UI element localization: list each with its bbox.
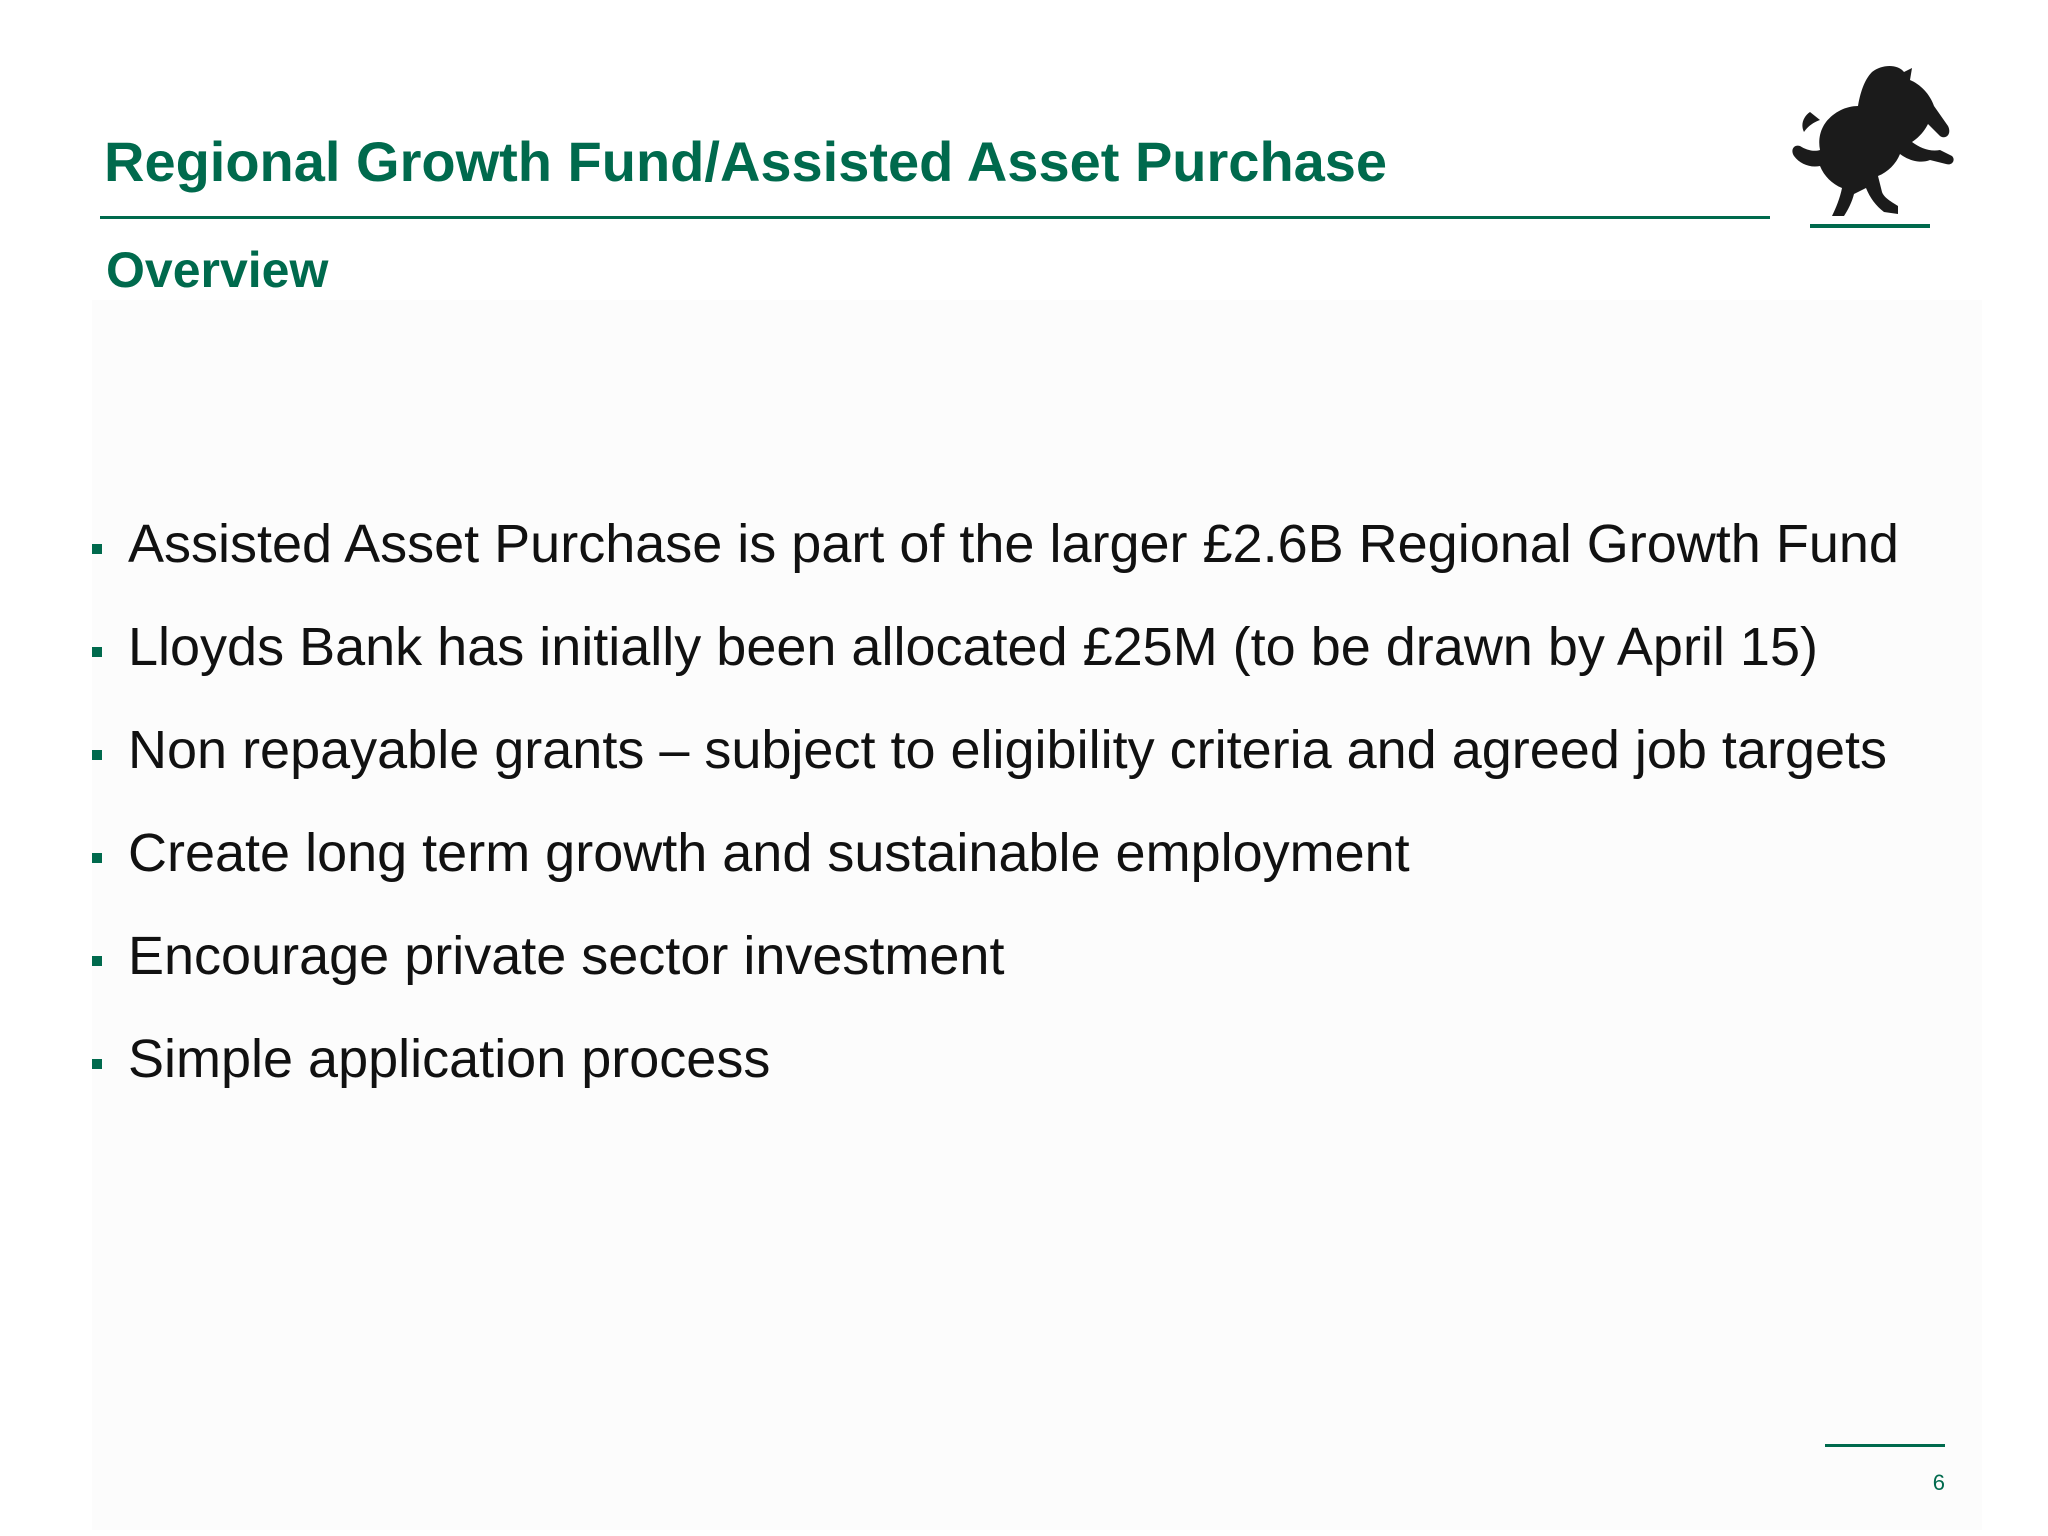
page-number: 6 [1932, 1470, 1945, 1495]
bullet-item [90, 821, 1899, 924]
slide-title: Regional Growth Fund/Assisted Asset Purchase [104, 130, 1388, 193]
black-horse-logo-icon [1780, 60, 1960, 230]
bullet-text: Simple application process [128, 1029, 771, 1089]
bullet-square-icon [92, 1059, 102, 1069]
bullet-square-icon [92, 956, 102, 966]
bullet-text: Encourage private sector investment [128, 926, 1005, 986]
bullet-square-icon [92, 853, 102, 863]
bullet-item [90, 512, 1899, 615]
bullet-list [90, 512, 1899, 1130]
bullet-text: Assisted Asset Purchase is part of the larger £2.6B Regional Growth Fund [128, 514, 1899, 574]
bullet-square-icon [92, 544, 102, 554]
bullet-item [90, 1027, 1899, 1130]
bullet-text: Create long term growth and sustainable employment [128, 823, 1410, 883]
title-divider [100, 216, 1770, 219]
bullet-square-icon [92, 750, 102, 760]
page-number-divider [1825, 1444, 1945, 1447]
bullet-item [90, 718, 1899, 821]
slide-subtitle: Overview [106, 242, 329, 298]
bullet-text: Non repayable grants – subject to eligibility criteria and agreed job targets [128, 720, 1888, 780]
bullet-text: Lloyds Bank has initially been allocated £25M (to be drawn by April 15) [128, 617, 1818, 677]
bullet-item [90, 924, 1899, 1027]
bullet-square-icon [92, 647, 102, 657]
bullet-item [90, 615, 1899, 718]
